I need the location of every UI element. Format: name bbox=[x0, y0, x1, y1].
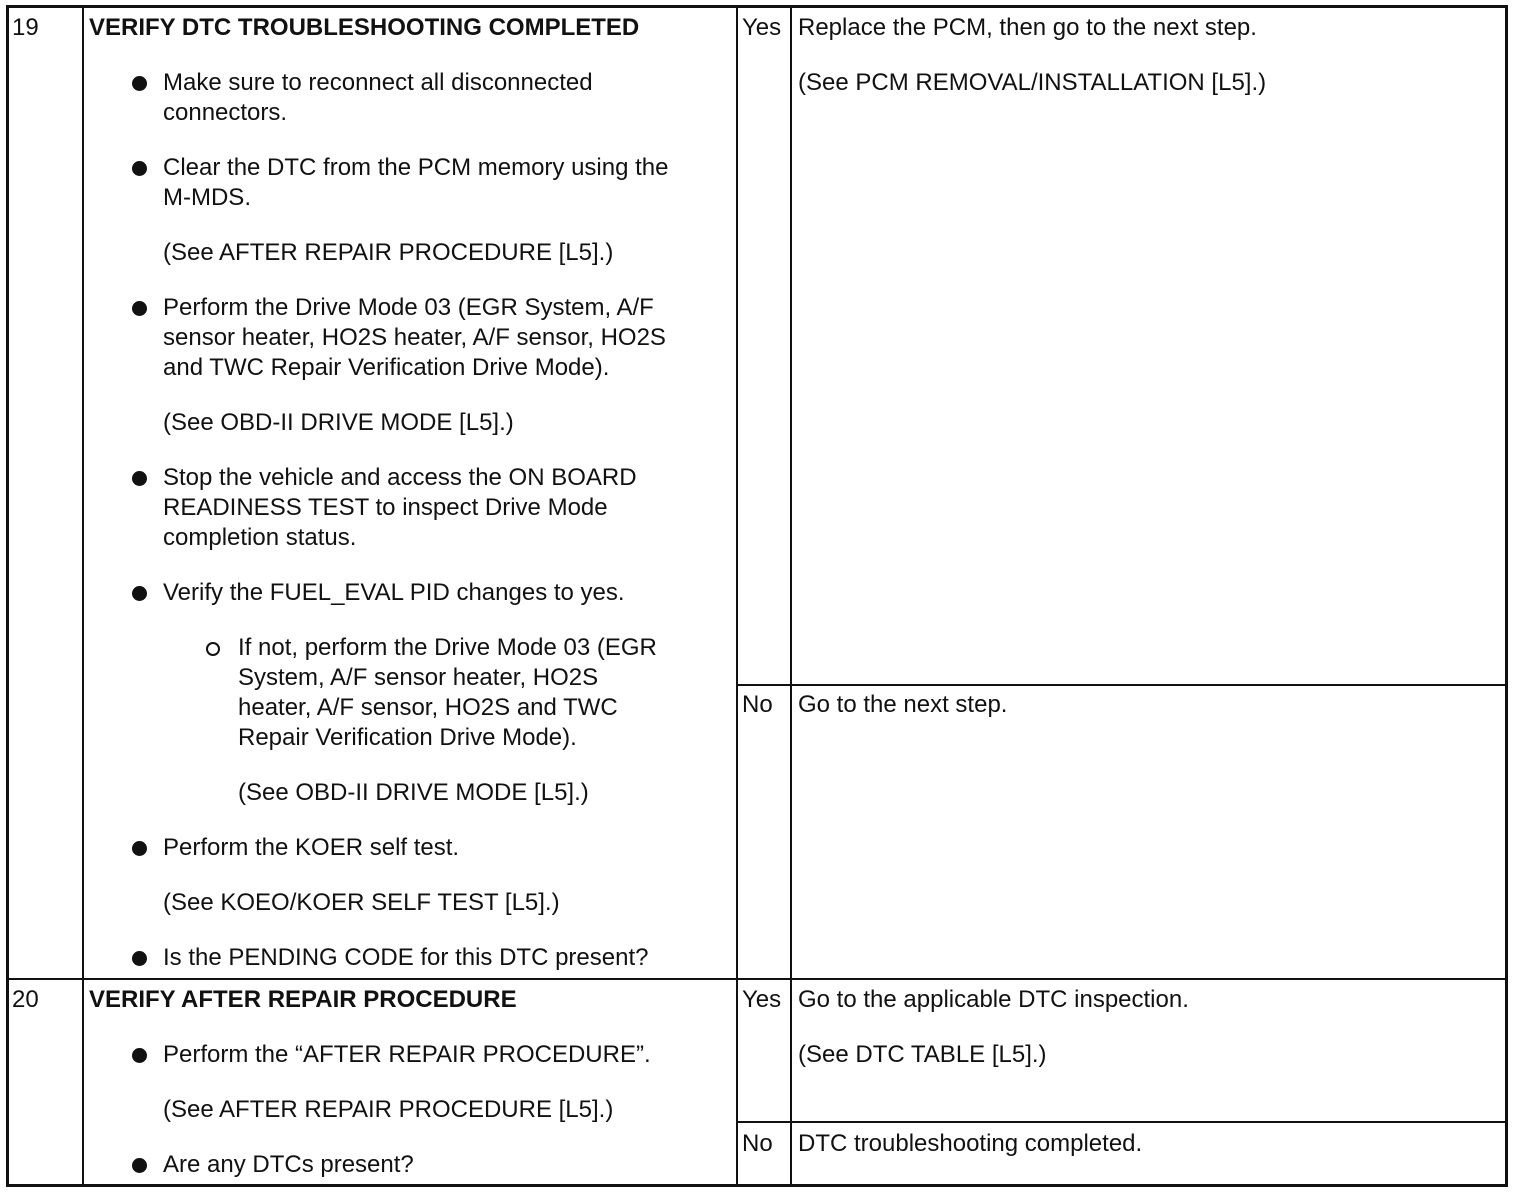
instruction-line: Perform the “AFTER REPAIR PROCEDURE”. bbox=[163, 1041, 651, 1068]
sub-instruction-line: System, A/F sensor heater, HO2S bbox=[238, 664, 599, 691]
reference-link[interactable]: (See DTC TABLE [L5].) bbox=[798, 1041, 1047, 1068]
reference-link[interactable]: (See PCM REMOVAL/INSTALLATION [L5].) bbox=[798, 69, 1267, 96]
result-no-action: Go to the next step. bbox=[798, 691, 1008, 718]
reference-link[interactable]: (See OBD-II DRIVE MODE [L5].) bbox=[238, 779, 589, 806]
instruction-line: Perform the Drive Mode 03 (EGR System, A/F bbox=[163, 294, 654, 321]
step-title: VERIFY AFTER REPAIR PROCEDURE bbox=[89, 986, 517, 1013]
reference-link[interactable]: (See KOEO/KOER SELF TEST [L5].) bbox=[163, 889, 560, 916]
instruction-line: Is the PENDING CODE for this DTC present? bbox=[163, 944, 649, 971]
reference-link[interactable]: (See AFTER REPAIR PROCEDURE [L5].) bbox=[163, 239, 614, 266]
instruction-line: Perform the KOER self test. bbox=[163, 834, 460, 861]
column-divider-step bbox=[82, 6, 84, 1186]
step-number: 19 bbox=[12, 14, 39, 41]
bullet-icon bbox=[132, 161, 147, 176]
result-no-label: No bbox=[742, 691, 773, 718]
instruction-line: READINESS TEST to inspect Drive Mode bbox=[163, 494, 608, 521]
sub-bullet-icon bbox=[206, 642, 220, 656]
sub-instruction-line: Repair Verification Drive Mode). bbox=[238, 724, 577, 751]
step-title: VERIFY DTC TROUBLESHOOTING COMPLETED bbox=[89, 14, 640, 41]
bullet-icon bbox=[132, 471, 147, 486]
result-no-action: DTC troubleshooting completed. bbox=[798, 1130, 1143, 1157]
bullet-icon bbox=[132, 1048, 147, 1063]
bullet-icon bbox=[132, 841, 147, 856]
instruction-line: Clear the DTC from the PCM memory using the bbox=[163, 154, 669, 181]
row-divider-19-yes-no bbox=[736, 684, 1508, 686]
step-number: 20 bbox=[12, 986, 39, 1013]
result-yes-label: Yes bbox=[742, 986, 782, 1013]
sub-instruction-line: heater, A/F sensor, HO2S and TWC bbox=[238, 694, 618, 721]
instruction-line: and TWC Repair Verification Drive Mode). bbox=[163, 354, 610, 381]
instruction-line: Verify the FUEL_EVAL PID changes to yes. bbox=[163, 579, 625, 606]
sub-instruction-line: If not, perform the Drive Mode 03 (EGR bbox=[238, 634, 657, 661]
reference-link[interactable]: (See OBD-II DRIVE MODE [L5].) bbox=[163, 409, 514, 436]
column-divider-inspection bbox=[736, 6, 738, 1186]
result-yes-action: Go to the applicable DTC inspection. bbox=[798, 986, 1189, 1013]
row-divider-19-20 bbox=[6, 978, 1508, 980]
instruction-line: completion status. bbox=[163, 524, 357, 551]
result-no-label: No bbox=[742, 1130, 773, 1157]
bullet-icon bbox=[132, 76, 147, 91]
bullet-icon bbox=[132, 951, 147, 966]
reference-link[interactable]: (See AFTER REPAIR PROCEDURE [L5].) bbox=[163, 1096, 614, 1123]
result-yes-action: Replace the PCM, then go to the next step. bbox=[798, 14, 1257, 41]
result-yes-label: Yes bbox=[742, 14, 782, 41]
instruction-line: Make sure to reconnect all disconnected bbox=[163, 69, 593, 96]
bullet-icon bbox=[132, 1158, 147, 1173]
instruction-line: M-MDS. bbox=[163, 184, 251, 211]
instruction-line: connectors. bbox=[163, 99, 288, 126]
instruction-line: sensor heater, HO2S heater, A/F sensor, HO2S bbox=[163, 324, 666, 351]
row-divider-20-yes-no bbox=[736, 1121, 1508, 1123]
instruction-line: Stop the vehicle and access the ON BOARD bbox=[163, 464, 637, 491]
instruction-line: Are any DTCs present? bbox=[163, 1151, 414, 1178]
bullet-icon bbox=[132, 301, 147, 316]
column-divider-result bbox=[790, 6, 792, 1186]
bullet-icon bbox=[132, 586, 147, 601]
